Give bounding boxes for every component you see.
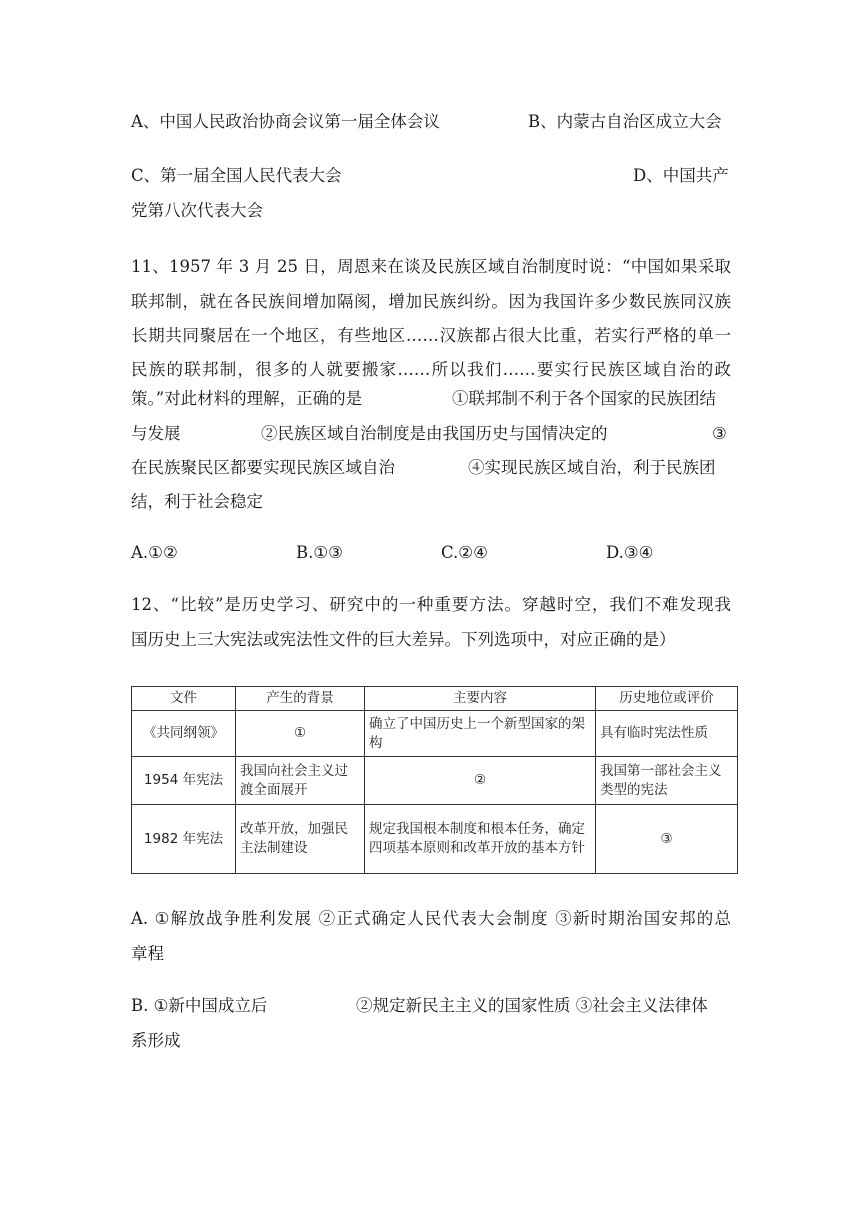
table-cell: 改革开放，加强民主法制建设	[236, 805, 365, 874]
table-cell: 1954 年宪法	[132, 757, 236, 805]
table-cell: 我国第一部社会主义类型的宪法	[596, 757, 738, 805]
q11-statement-3-marker: ③	[712, 424, 727, 443]
table-cell: 《共同纲领》	[132, 711, 236, 757]
table-header-cell: 产生的背景	[236, 687, 365, 711]
table-cell: 具有临时宪法性质	[596, 711, 738, 757]
table-cell: 规定我国根本制度和根本任务，确定四项基本原则和改革开放的基本方针	[365, 805, 596, 874]
table-header-cell: 文件	[132, 687, 236, 711]
table-row	[132, 805, 738, 874]
q10-option-a: A、中国人民政治协商会议第一届全体会议	[131, 112, 440, 131]
q11-statement-4: ④实现民族区域自治，利于民族团	[468, 458, 716, 477]
table-cell: ①	[236, 711, 365, 757]
q12-option-b-statements: ②规定新民主主义的国家性质 ③社会主义法律体	[356, 996, 708, 1015]
q10-option-b: B、内蒙古自治区成立大会	[528, 112, 722, 131]
table-cell: 1982 年宪法	[132, 805, 236, 874]
constitution-comparison-table	[131, 686, 738, 874]
q11-statement-4-continued: 结，利于社会稳定	[131, 492, 263, 511]
table-cell: ②	[365, 757, 596, 805]
q11-statement-2: ②民族区域自治制度是由我国历史与国情决定的	[261, 424, 608, 443]
table-row	[132, 757, 738, 805]
q12-option-a: A. ①解放战争胜利发展 ②正式确定人民代表大会制度 ③新时期治国安邦的总	[131, 909, 731, 928]
table-header-row	[132, 687, 738, 711]
q10-option-c: C、第一届全国人民代表大会	[131, 166, 342, 185]
table-header-cell: 主要内容	[365, 687, 596, 711]
table-cell: ③	[596, 805, 738, 874]
q12-option-b-continued: 系形成	[131, 1031, 181, 1050]
q12-option-a-continued: 章程	[131, 944, 164, 963]
q11-statement-3: 在民族聚民区都要实现民族区域自治	[131, 458, 395, 477]
q12-stem-line: 国历史上三大宪法或宪法性文件的巨大差异。下列选项中，对应正确的是）	[131, 630, 676, 649]
q11-prompt: 策。”对此材料的理解，正确的是	[131, 389, 363, 408]
q12-option-b: B. ①新中国成立后	[131, 996, 268, 1015]
q11-statement-1-continued: 与发展	[131, 424, 181, 443]
q11-option-c: C.②④	[441, 543, 488, 562]
q11-option-d: D.③④	[606, 543, 654, 562]
q10-option-d-continued: 党第八次代表大会	[131, 201, 263, 220]
q11-stem-line: 11、1957 年 3 月 25 日，周恩来在谈及民族区域自治制度时说：“中国如果采取	[131, 257, 731, 276]
q10-option-d: D、中国共产	[633, 166, 729, 185]
q11-option-b: B.①③	[296, 543, 343, 562]
table-row	[132, 711, 738, 757]
table-cell: 我国向社会主义过渡全面展开	[236, 757, 365, 805]
q11-stem-line: 长期共同聚居在一个地区，有些地区……汉族都占很大比重，若实行严格的单一	[131, 326, 731, 345]
q11-stem-line: 民族的联邦制，很多的人就要搬家……所以我们……要实行民族区域自治的政	[131, 360, 731, 379]
q12-stem-line: 12、“比较”是历史学习、研究中的一种重要方法。穿越时空，我们不难发现我	[131, 595, 731, 614]
q11-option-a: A.①②	[131, 543, 178, 562]
table-cell: 确立了中国历史上一个新型国家的架构	[365, 711, 596, 757]
table-header-cell: 历史地位或评价	[596, 687, 738, 711]
q11-stem-line: 联邦制，就在各民族间增加隔阂，增加民族纠纷。因为我国许多少数民族同汉族	[131, 292, 731, 311]
q11-statement-1: ①联邦制不利于各个国家的民族团结	[452, 389, 716, 408]
